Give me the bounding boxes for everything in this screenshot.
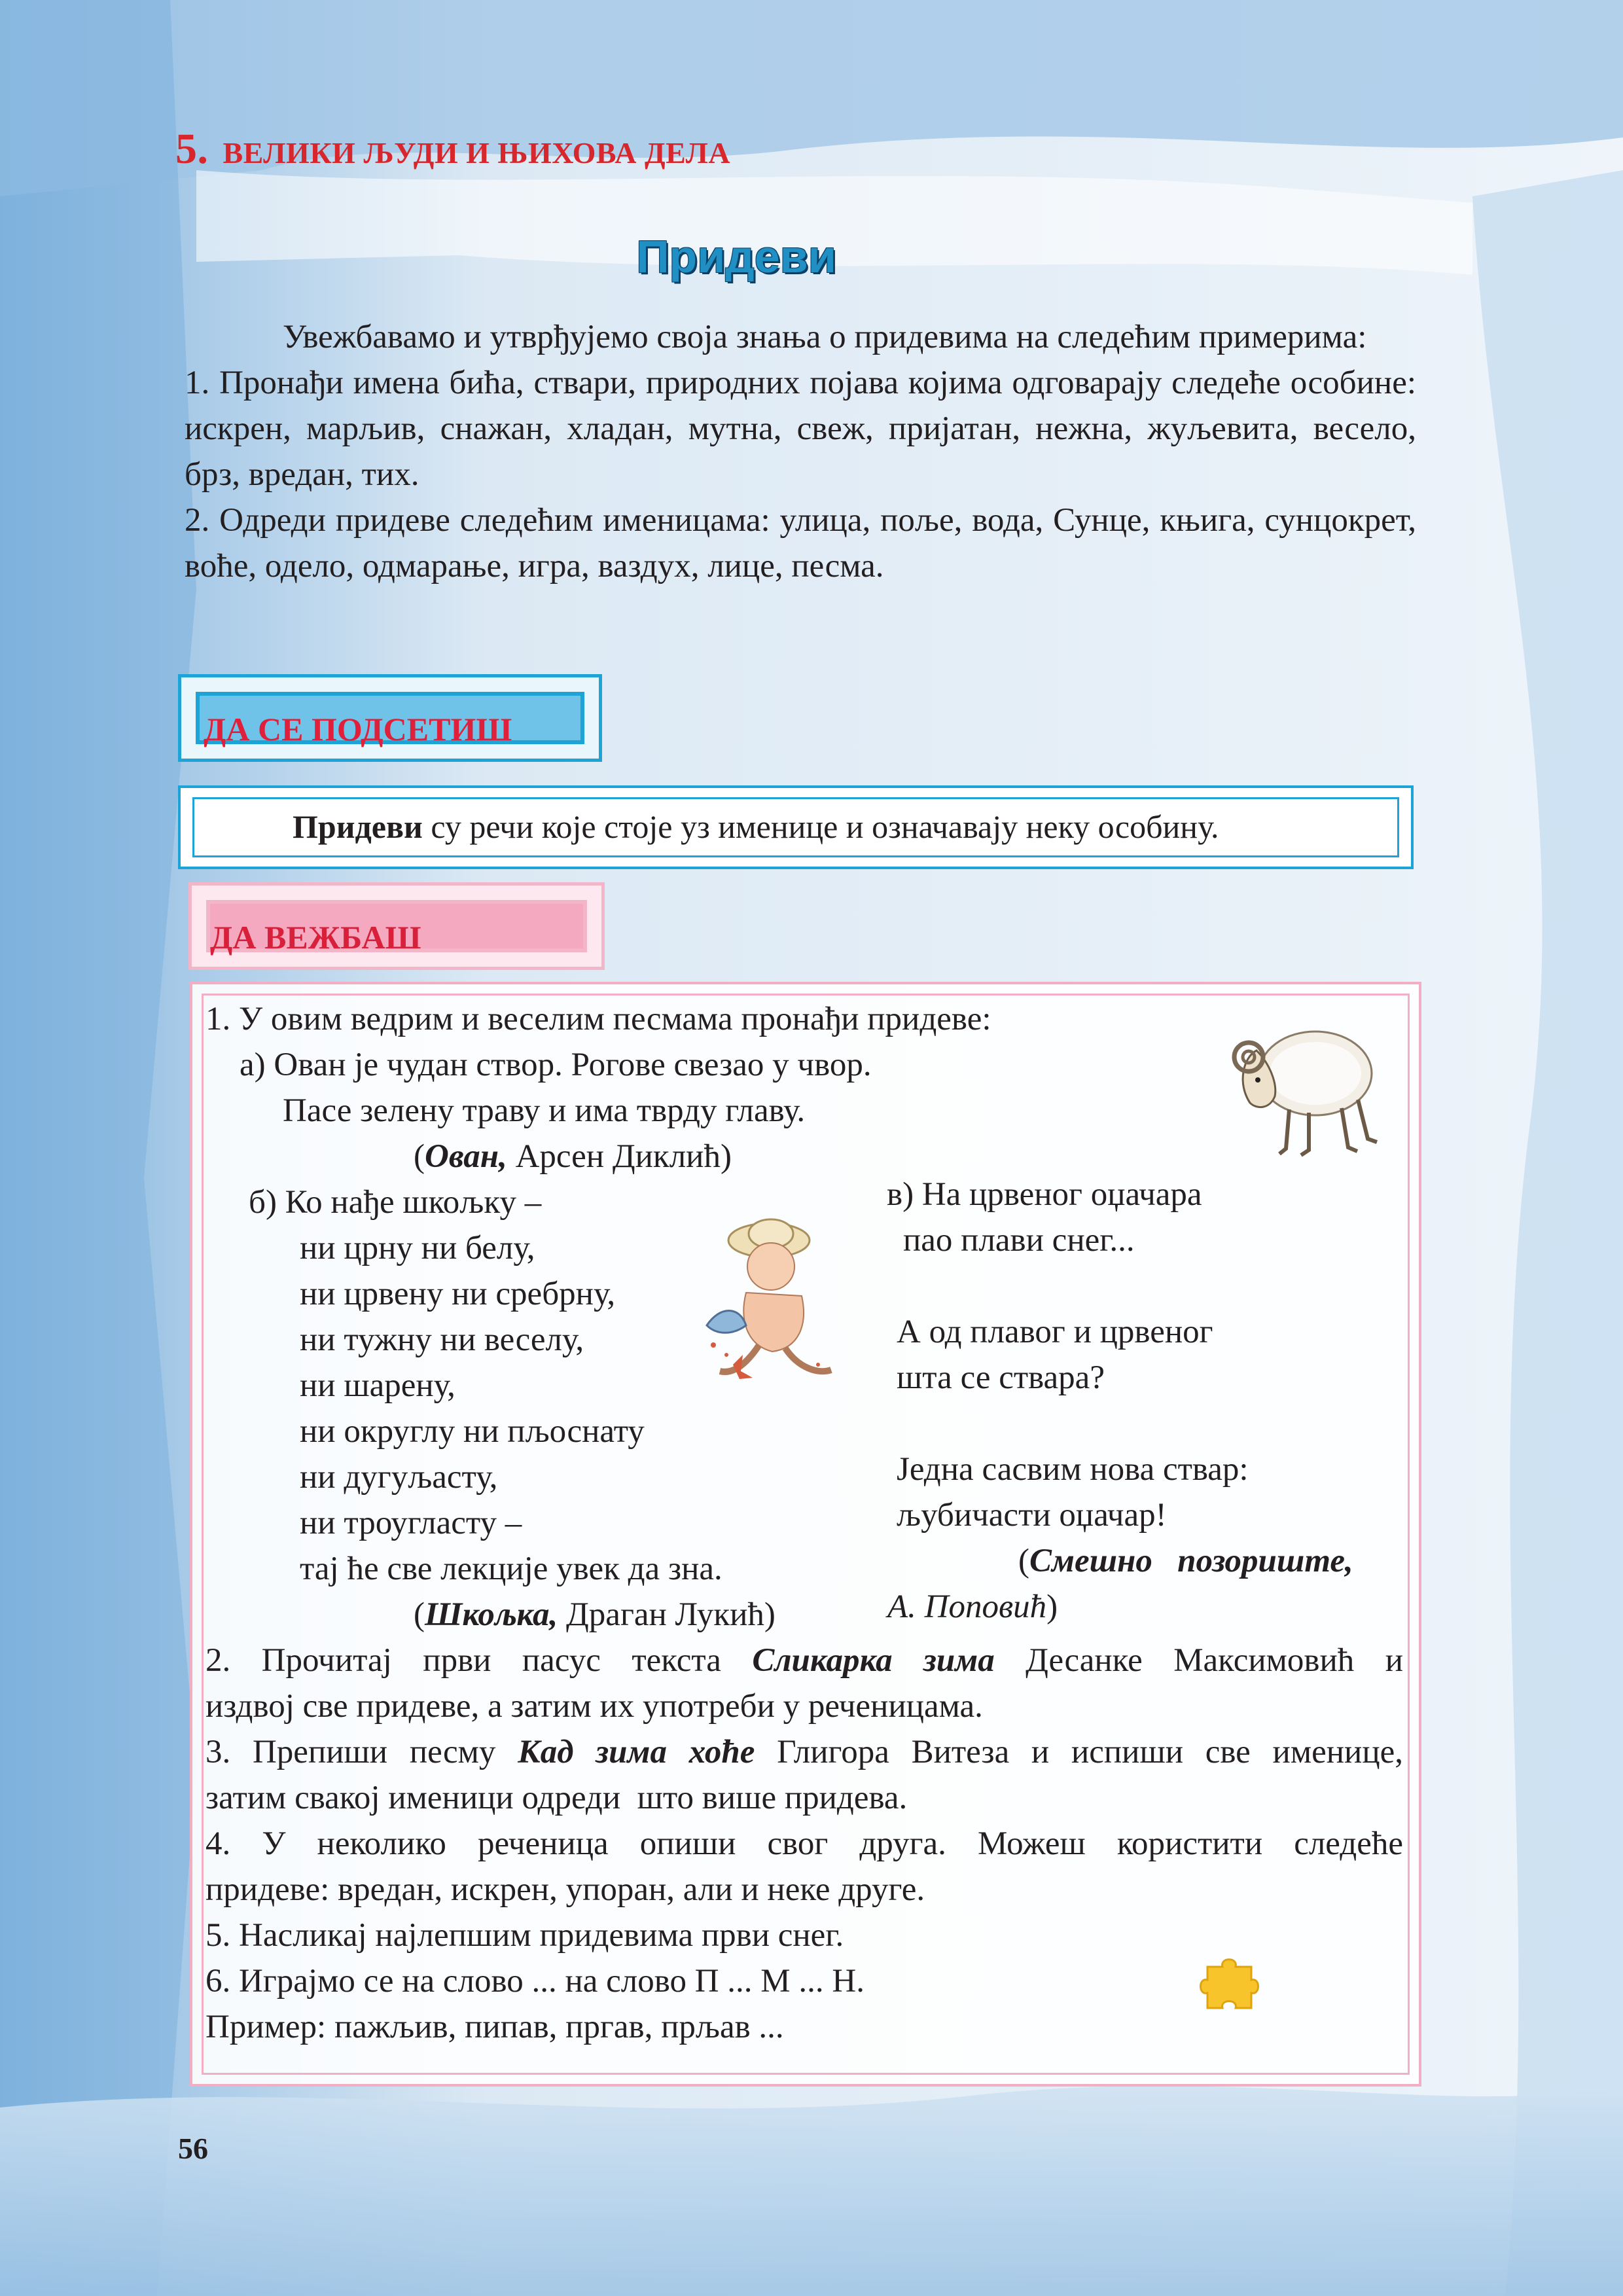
intro-paragraph-2: 1. Пронађи имена бића, ствари, природних појава којима одговарају следеће особине: искрен, марљив, снажан, хладан, мутна, свеж, пријатан, нежна, жуљевита, весело, брз, вредан, тих.	[185, 365, 1416, 493]
poem-v-source-close: )	[1046, 1588, 1058, 1625]
intro-paragraph-3: 2. Одреди придеве следећим именицама: улица, поље, вода, Сунце, књига, сунцокрет, воће, одело, одмарање, игра, ваздух, лице, песма.	[185, 502, 1416, 584]
task-2-pre: 2. Прочитај први пасус текста	[205, 1642, 753, 1679]
poem-b-source-open: (	[414, 1596, 425, 1633]
poem-b-line-3: ни црвену ни сребрну,	[300, 1276, 616, 1312]
poem-b-line-9: тај ће све лекције увек да зна.	[300, 1551, 722, 1587]
poem-a-source	[414, 1134, 732, 1179]
intro-paragraph-1: Увежбавамо и утврђујемо своја знања о придевима на следећим примерима:	[283, 319, 1367, 355]
poem-v-line-3: А од плавог и црвеног	[897, 1314, 1213, 1350]
task-2-title: Сликарка зима	[752, 1642, 995, 1679]
task-2-line-1	[205, 1638, 1403, 1683]
definition-text: су речи које стоје уз именице и означавају неку особину.	[422, 808, 1219, 845]
page-number: 56	[178, 2132, 208, 2165]
poem-v-line-5: Једна сасвим нова ствар:	[897, 1451, 1249, 1488]
remind-header-label: ДА СЕ ПОДСЕТИШ	[204, 711, 512, 747]
poem-b-line-7: ни дугуљасту,	[300, 1459, 498, 1496]
poem-v-source-line-1	[1018, 1538, 1353, 1584]
poem-a-source-open: (	[414, 1138, 425, 1175]
task-6: 6. Играјмо се на слово ... на слово П ... М ... Н.	[205, 1963, 865, 2000]
task-4-line-2: придеве: вредан, искрен, упоран, али и неке друге.	[205, 1871, 925, 1908]
poem-v-line-6: љубичасти оџачар!	[897, 1497, 1167, 1534]
poem-v-line-2: пао плави снег...	[903, 1222, 1135, 1259]
chapter-heading	[175, 124, 730, 174]
poem-b-line-4: ни тужну ни веселу,	[300, 1321, 584, 1358]
poem-a-source-author: Арсен Диклић)	[507, 1138, 732, 1175]
poem-b-line-2: ни црну ни белу,	[300, 1230, 535, 1266]
task-3-post: Глигора Витеза и испиши све именице,	[755, 1734, 1403, 1770]
poem-b-source	[414, 1592, 776, 1638]
task-5: 5. Насликај најлепшим придевима први снег.	[205, 1917, 844, 1954]
definition-box	[178, 785, 1414, 869]
poem-v-source-open: (	[1018, 1543, 1029, 1579]
poem-a-source-title: Ован,	[424, 1138, 507, 1175]
task-3-line-2: затим свакој именици одреди што више придева.	[205, 1780, 908, 1816]
poem-b-source-title: Шкољка,	[424, 1596, 558, 1633]
lesson-title: Придеви	[636, 231, 836, 282]
task-4-line-1: 4. У неколико реченица опиши свог друга. Можеш користити следеће	[205, 1825, 1403, 1862]
poem-a-line-1: а) Ован је чудан створ. Рогове свезао у чвор.	[240, 1047, 872, 1083]
child-with-shell-illustration	[694, 1214, 844, 1391]
remind-header-box	[178, 674, 602, 762]
poem-b-source-author: Драган Лукић)	[558, 1596, 776, 1633]
intro-text	[185, 314, 1416, 589]
poem-b-line-5: ни шарену,	[300, 1367, 455, 1404]
poem-v-source-line-2	[887, 1584, 1058, 1630]
chapter-title: ВЕЛИКИ ЉУДИ И ЊИХОВА ДЕЛА	[223, 136, 731, 170]
task-3-pre: 3. Препиши песму	[205, 1734, 518, 1770]
practice-header-box	[188, 882, 605, 970]
chapter-number: 5.	[175, 125, 209, 173]
poem-a-line-2: Пасе зелену траву и има тврду главу.	[283, 1092, 806, 1129]
task-3-line-1	[205, 1729, 1403, 1775]
example-line: Пример: пажљив, пипав, пргав, прљав ...	[205, 2009, 784, 2045]
poem-b-line-6: ни округлу ни пљоснату	[300, 1413, 645, 1450]
poem-b-line-8: ни троугласту –	[300, 1505, 522, 1541]
puzzle-piece-icon	[1198, 1950, 1263, 2016]
poem-v-source-title: Смешно позориште,	[1029, 1543, 1353, 1579]
task-2-post: Десанке Максимовић и	[994, 1642, 1403, 1679]
poem-b-line-1: б) Ко нађе шкољку –	[249, 1184, 542, 1221]
definition-term: Придеви	[293, 808, 423, 845]
poem-v-line-1: в) На црвеног оџачара	[887, 1176, 1202, 1213]
poem-v-line-4: шта се ствара?	[897, 1359, 1105, 1396]
task-1: 1. У овим ведрим и веселим песмама пронађи придеве:	[205, 1001, 991, 1037]
task-2-line-2: издвој све придеве, а затим их употреби у реченицама.	[205, 1688, 983, 1725]
poem-v-source-author: А. Поповић	[887, 1588, 1047, 1625]
task-3-title: Кад зима хоће	[518, 1734, 755, 1770]
practice-header-label: ДА ВЕЖБАШ	[210, 919, 421, 956]
ram-illustration	[1217, 1011, 1381, 1162]
